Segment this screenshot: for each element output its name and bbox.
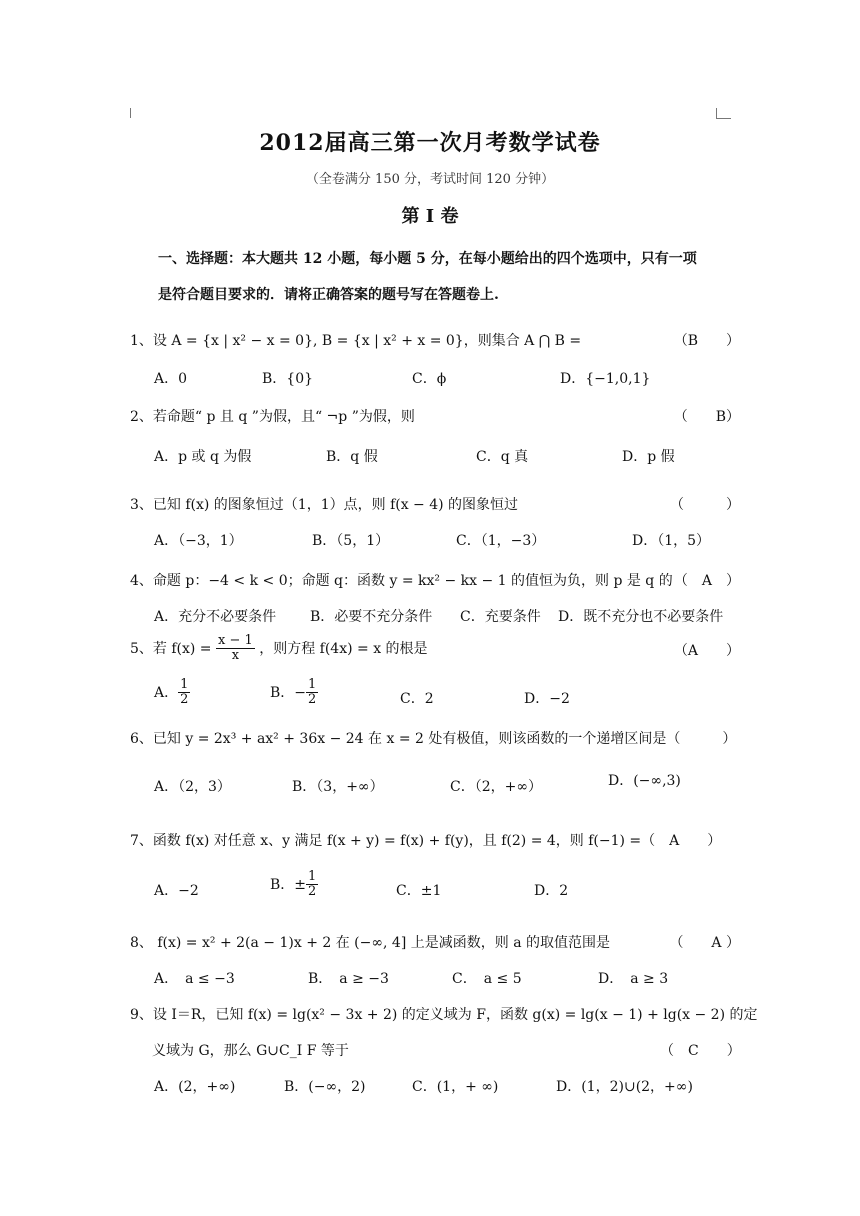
question-4-option-c: C．充要条件: [460, 609, 541, 625]
section-instructions-line1: 一、选择题：本大题共 12 小题，每小题 5 分，在每小题给出的四个选项中，只有一项: [158, 251, 697, 267]
question-1-stem: 1、设 A = {x | x² − x = 0}, B = {x | x² + x = 0}，则集合 A ⋂ B =: [130, 333, 582, 349]
fraction-denominator: 2: [180, 692, 189, 708]
question-5-option-b-label: B．−: [270, 684, 307, 701]
question-9-stem-line1: 9、设 I＝R，已知 f(x) = lg(x² − 3x + 2) 的定义域为 F，函数 g(x) = lg(x − 1) + lg(x − 2) 的定: [130, 1007, 758, 1023]
question-6-stem: 6、已知 y = 2x³ + ax² + 36x − 24 在 x = 2 处有极值，则该函数的一个递增区间是（ ）: [130, 731, 737, 747]
exam-subtitle: （全卷满分 150 分，考试时间 120 分钟）: [305, 172, 555, 187]
question-5-stem-suffix: ，则方程 f(4x) = x 的根是: [259, 640, 428, 657]
question-5-option-b: [270, 678, 318, 708]
question-1-option-b: B．{0}: [262, 371, 314, 387]
fraction-numerator: 1: [180, 677, 189, 692]
question-8-option-c: C． a ≤ 5: [452, 971, 522, 987]
question-5-option-b-fraction: [306, 678, 318, 708]
question-2-option-a: A．p 或 q 为假: [154, 449, 252, 465]
question-5-option-a: [154, 678, 190, 708]
question-1-option-c: C．ϕ: [412, 371, 447, 387]
question-6-option-a: A．（2，3）: [154, 779, 231, 795]
corner-mark-right: [716, 108, 731, 119]
fraction-denominator: 2: [308, 692, 317, 708]
question-7-option-d: D．2: [534, 883, 569, 899]
exam-title: 2012届高三第一次月考数学试卷: [259, 130, 601, 156]
question-5-option-d: D．−2: [524, 691, 570, 707]
fraction-denominator: 2: [308, 884, 317, 900]
volume-heading: 第 I 卷: [401, 206, 459, 227]
question-5-fraction-denominator: x: [231, 648, 240, 664]
question-9-option-b: B．(−∞，2): [284, 1079, 366, 1095]
question-4-option-d: D．既不充分也不必要条件: [558, 609, 724, 625]
question-7-option-b-label: B．±: [270, 876, 307, 893]
question-5-option-a-fraction: [178, 678, 190, 708]
question-9-option-c: C．(1，+ ∞): [412, 1079, 499, 1095]
question-7-option-b: [270, 870, 318, 900]
question-8-option-b: B． a ≥ −3: [308, 971, 389, 987]
question-1-answer: （B ）: [673, 333, 740, 349]
question-5-answer: （A ）: [673, 643, 740, 659]
question-5-option-c: C．2: [400, 691, 434, 707]
question-4-option-a: A．充分不必要条件: [154, 609, 277, 625]
question-5-stem: [130, 634, 428, 664]
question-2-answer: （ B）: [673, 409, 740, 425]
question-3-option-d: D．（1，5）: [632, 533, 711, 549]
question-2-option-c: C．q 真: [476, 449, 529, 465]
question-3-option-a: A．（−3，1）: [154, 533, 243, 549]
question-8-answer: （ A ）: [669, 935, 740, 951]
question-5-fraction-numerator: x − 1: [218, 633, 253, 648]
question-2-option-d: D．p 假: [622, 449, 675, 465]
question-8-option-a: A． a ≤ −3: [154, 971, 235, 987]
question-6-option-d: D．(−∞,3): [608, 773, 681, 789]
question-4-option-b: B．必要不充分条件: [310, 609, 433, 625]
question-7-option-b-fraction: [306, 870, 318, 900]
question-4-answer: （ A ）: [673, 573, 740, 589]
question-8-option-d: D． a ≥ 3: [598, 971, 669, 987]
question-3-option-c: C．（1，−3）: [456, 533, 546, 549]
question-6-option-c: C．（2，+∞）: [450, 779, 543, 795]
fraction-numerator: 1: [308, 869, 317, 884]
question-9-option-a: A．(2，+∞): [154, 1079, 236, 1095]
question-7-option-c: C．±1: [396, 883, 442, 899]
question-3-option-b: B．（5，1）: [312, 533, 390, 549]
question-7-option-a: A．−2: [154, 883, 199, 899]
corner-mark-left: [130, 108, 133, 118]
question-5-option-a-label: A．: [154, 684, 179, 701]
question-8-stem: 8、 f(x) = x² + 2(a − 1)x + 2 在 (−∞, 4] 上是减函数，则 a 的取值范围是: [130, 935, 610, 951]
question-5-stem-prefix: 5、若 f(x) =: [130, 640, 212, 657]
question-2-option-b: B．q 假: [326, 449, 378, 465]
section-instructions-line2: 是符合题目要求的．请将正确答案的题号写在答题卷上.: [158, 287, 499, 303]
question-9-answer: （ C ）: [660, 1043, 741, 1059]
question-6-option-b: B．（3，+∞）: [292, 779, 384, 795]
question-1-option-d: D．{−1,0,1}: [560, 371, 651, 387]
question-1-option-a: A．0: [154, 371, 188, 387]
fraction-numerator: 1: [308, 677, 317, 692]
question-5-fraction: [216, 634, 255, 664]
question-3-answer: （ ）: [670, 497, 740, 513]
question-9-stem-line2: 义域为 G，那么 G∪C_I F 等于: [152, 1043, 349, 1059]
question-7-stem: 7、函数 f(x) 对任意 x、y 满足 f(x + y) = f(x) + f(y)，且 f(2) = 4，则 f(−1) =（ A ）: [130, 833, 722, 849]
question-3-stem: 3、已知 f(x) 的图象恒过（1，1）点，则 f(x − 4) 的图象恒过: [130, 497, 519, 513]
question-2-stem: 2、若命题“ p 且 q ”为假，且“ ¬p ”为假，则: [130, 409, 415, 425]
question-9-option-d: D．(1，2)∪(2，+∞): [556, 1079, 693, 1095]
question-4-stem: 4、命题 p：−4 < k < 0；命题 q：函数 y = kx² − kx − 1 的值恒为负，则 p 是 q 的: [130, 573, 673, 589]
